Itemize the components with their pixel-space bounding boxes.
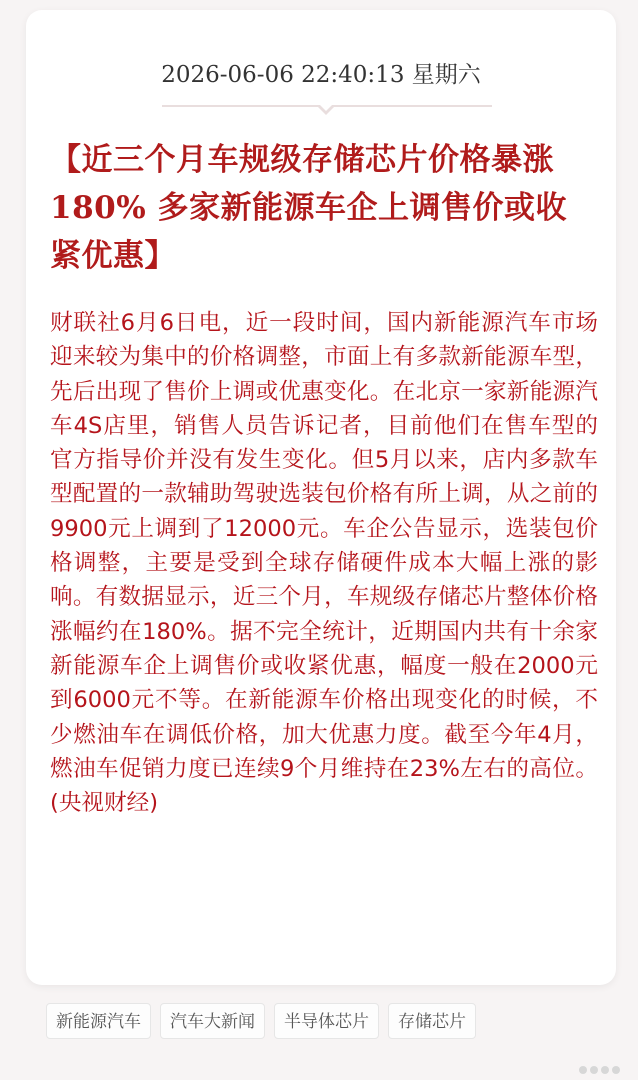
topic-tag-new-energy-vehicle[interactable]: 新能源汽车 <box>46 1003 151 1039</box>
timestamp-header <box>26 56 616 89</box>
post-timestamp: 2026-06-06 22:40:13 星期六 <box>161 62 481 88</box>
dot-icon <box>590 1066 598 1074</box>
dot-icon <box>601 1066 609 1074</box>
topic-tag-auto-news[interactable]: 汽车大新闻 <box>160 1003 265 1039</box>
topic-tags <box>46 1003 476 1039</box>
topic-tag-semiconductor-chip[interactable]: 半导体芯片 <box>274 1003 379 1039</box>
topic-tag-storage-chip[interactable]: 存储芯片 <box>388 1003 476 1039</box>
divider-notch-inner <box>319 104 333 111</box>
more-dots-icon[interactable] <box>572 1063 620 1077</box>
dot-icon <box>579 1066 587 1074</box>
dot-icon <box>612 1066 620 1074</box>
news-headline: 【近三个月车规级存储芯片价格暴涨180% 多家新能源车企上调售价或收紧优惠】 <box>50 142 567 274</box>
news-body: 财联社6月6日电，近一段时间，国内新能源汽车市场迎来较为集中的价格调整，市面上有多款新能源车型，先后出现了售价上调或优惠变化。在北京一家新能源汽车4S店里，销售人员告诉记者，目前他们在售车型的官方指导价并没有发生变化。但5月以来，店内多款车型配置的一款辅助驾驶选装包价格有所上调，从之前的9900元上调到了12000元。车企公告显示，选装包价格调整，主要是受到全球存储硬件成本大幅上涨的影响。有数据显示，近三个月，车规级存储芯片整体价格涨幅约在180%。据不完全统计，近期国内共有十余家新能源车企上调售价或收紧优惠，幅度一般在2000元到6000元不等。在新能源车价格出现变化的时候，不少燃油车在调低价格，加大优惠力度。截至今年4月，燃油车促销力度已连续9个月维持在23%左右的高位。(央视财经) <box>50 310 598 817</box>
news-card <box>26 10 616 985</box>
